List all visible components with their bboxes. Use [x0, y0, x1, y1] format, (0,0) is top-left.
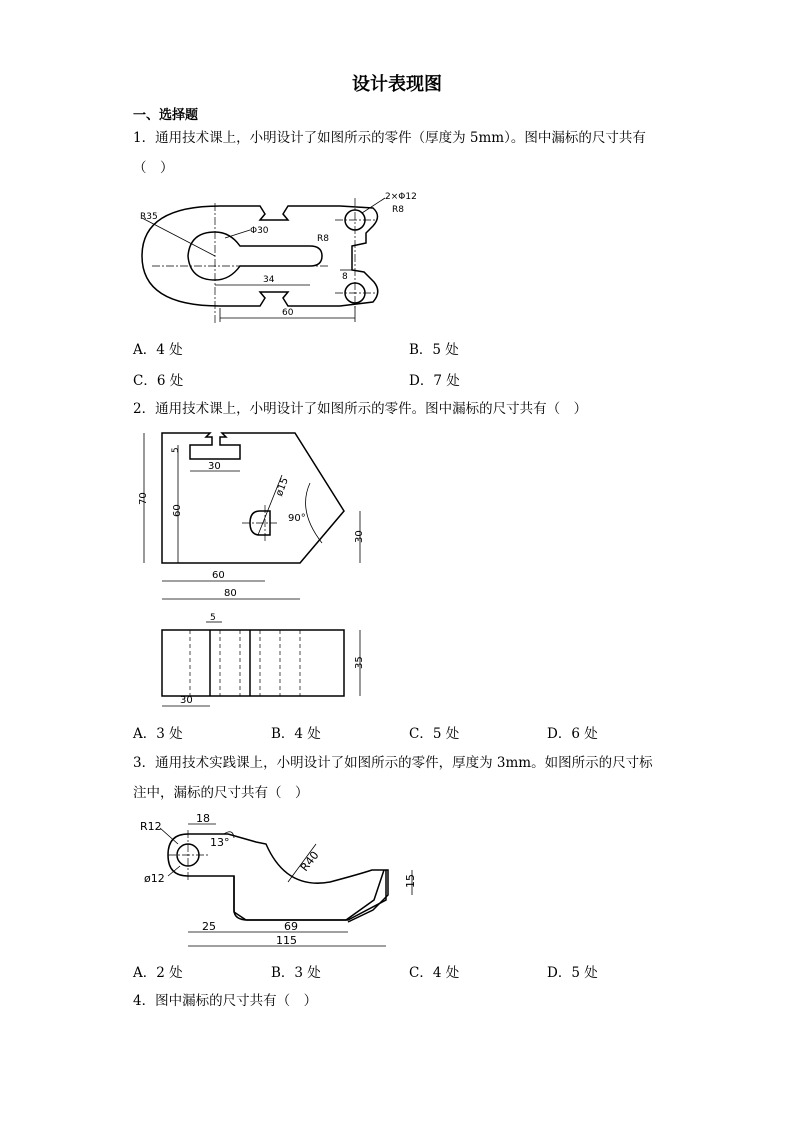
fig3-label-r40: R40: [297, 848, 322, 874]
q1-option-d[interactable]: D．7 处: [409, 373, 460, 389]
fig2-label-dia15: ø15: [274, 476, 291, 498]
question-1-stem-line1: 1．通用技术课上，小明设计了如图所示的零件（厚度为 5mm）。图中漏标的尺寸共有: [133, 130, 646, 146]
fig2-label-d80: 80: [224, 588, 237, 599]
q3-option-c[interactable]: C．4 处: [409, 965, 460, 981]
fig2-label-d60v: 60: [172, 504, 183, 517]
section-heading: 一、选择题: [133, 108, 199, 123]
fig2-label-d5b: 5: [210, 613, 216, 623]
fig1-label-d60: 60: [282, 308, 294, 318]
page-title: 设计表现图: [352, 74, 442, 95]
fig3-label-r12: R12: [140, 820, 162, 833]
question-1-stem-line2: （ ）: [133, 160, 174, 176]
question-4-stem: 4．图中漏标的尺寸共有（ ）: [133, 993, 318, 1009]
fig2-label-d70: 70: [138, 492, 149, 505]
fig3-label-ang13: 13°: [210, 836, 230, 849]
question-3-stem-line1: 3．通用技术实践课上，小明设计了如图所示的零件，厚度为 3mm。如图所示的尺寸标: [133, 755, 653, 771]
fig2-label-d5: 5: [171, 447, 181, 453]
q2-option-b[interactable]: B．4 处: [271, 726, 321, 742]
figure-2: [132, 425, 372, 710]
fig2-label-d30r: 30: [354, 530, 365, 543]
q2-option-d[interactable]: D．6 处: [547, 726, 598, 742]
fig1-label-r8b: R8: [317, 234, 329, 244]
fig3-label-d18: 18: [196, 812, 210, 825]
question-3-stem-line2: 注中，漏标的尺寸共有（ ）: [133, 785, 309, 801]
fig3-label-d115: 115: [276, 934, 297, 947]
fig1-label-holes: 2×Φ12: [385, 192, 417, 202]
q1-option-a[interactable]: A．4 处: [133, 342, 183, 358]
fig2-label-d30top: 30: [208, 461, 221, 472]
q3-option-a[interactable]: A．2 处: [133, 965, 183, 981]
q2-option-c[interactable]: C．5 处: [409, 726, 460, 742]
q1-option-b[interactable]: B．5 处: [409, 342, 459, 358]
figure-3: [138, 810, 428, 955]
fig3-label-d15: 15: [404, 874, 417, 888]
fig2-label-ang90: 90°: [288, 513, 306, 524]
fig3-label-dia12: ø12: [144, 872, 165, 885]
fig1-label-r8a: R8: [392, 205, 404, 215]
q1-option-c[interactable]: C．6 处: [133, 373, 184, 389]
q3-option-d[interactable]: D．5 处: [547, 965, 598, 981]
fig2-label-d30b: 30: [180, 695, 193, 706]
q3-option-b[interactable]: B．3 处: [271, 965, 321, 981]
question-2-stem: 2．通用技术课上，小明设计了如图所示的零件。图中漏标的尺寸共有（ ）: [133, 401, 588, 417]
fig1-label-r35: R35: [140, 212, 158, 222]
fig2-label-d35: 35: [354, 656, 365, 669]
fig1-label-d34: 34: [263, 275, 275, 285]
fig3-label-d25: 25: [202, 920, 216, 933]
fig1-label-phi30: Φ30: [250, 226, 269, 236]
figure-1: [130, 188, 430, 328]
q2-option-a[interactable]: A．3 处: [133, 726, 183, 742]
fig1-label-d8: 8: [342, 272, 348, 282]
fig2-label-d60h: 60: [212, 570, 225, 581]
fig3-label-d69: 69: [284, 920, 298, 933]
